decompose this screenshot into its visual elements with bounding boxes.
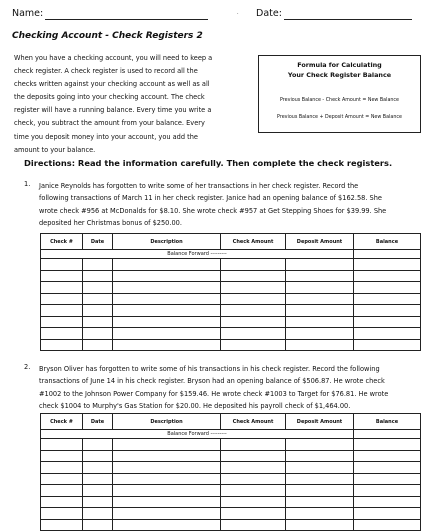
balance-forward-label: Balance Forward --------- (41, 430, 354, 439)
register-cell[interactable] (83, 305, 113, 317)
balance-forward-label: Balance Forward --------- (41, 250, 354, 259)
separator-dot: · (237, 11, 239, 17)
register-cell[interactable] (221, 259, 286, 271)
register-cell[interactable] (286, 270, 354, 282)
date-field[interactable] (284, 19, 412, 20)
register-cell[interactable] (113, 339, 221, 351)
register-cell[interactable] (286, 462, 354, 474)
balance-cell[interactable] (354, 250, 421, 259)
register-cell[interactable] (83, 259, 113, 271)
register-cell[interactable] (41, 462, 83, 474)
register-cell[interactable] (354, 496, 421, 508)
register-cell[interactable] (113, 485, 221, 497)
register-row (41, 439, 421, 451)
col-header-deposit-amount: Deposit Amount (286, 234, 354, 250)
register-row (41, 473, 421, 485)
register-row (41, 450, 421, 462)
register-cell[interactable] (354, 473, 421, 485)
register-cell[interactable] (113, 496, 221, 508)
register-cell[interactable] (41, 508, 83, 520)
register-cell[interactable] (354, 519, 421, 531)
register-row (41, 339, 421, 351)
date-label: Date: (256, 8, 282, 19)
register-cell[interactable] (354, 316, 421, 328)
register-cell[interactable] (354, 485, 421, 497)
intro-line: checks written against your checking account as well as all (14, 80, 210, 89)
register-cell[interactable] (83, 519, 113, 531)
register-cell[interactable] (83, 316, 113, 328)
register-row (41, 316, 421, 328)
col-header-check-amount: Check Amount (221, 414, 286, 430)
register-cell[interactable] (354, 293, 421, 305)
worksheet-title: Checking Account - Check Registers 2 (12, 31, 203, 41)
name-field[interactable] (45, 19, 208, 20)
register-cell[interactable] (221, 485, 286, 497)
register-cell[interactable] (286, 508, 354, 520)
register-cell[interactable] (221, 316, 286, 328)
register-cell[interactable] (41, 519, 83, 531)
col-header-balance: Balance (354, 414, 421, 430)
register-cell[interactable] (83, 282, 113, 294)
question-number: 2. (24, 363, 31, 371)
formula-deposit: Previous Balance + Deposit Amount = New Balance (277, 115, 402, 120)
register-cell[interactable] (354, 339, 421, 351)
register-cell[interactable] (221, 270, 286, 282)
register-cell[interactable] (41, 259, 83, 271)
register-cell[interactable] (113, 328, 221, 340)
register-row (41, 305, 421, 317)
register-cell[interactable] (41, 316, 83, 328)
register-cell[interactable] (113, 439, 221, 451)
register-cell[interactable] (221, 328, 286, 340)
register-cell[interactable] (113, 473, 221, 485)
register-row (41, 328, 421, 340)
register-cell[interactable] (83, 496, 113, 508)
register-cell[interactable] (83, 462, 113, 474)
register-row (41, 282, 421, 294)
register-cell[interactable] (113, 305, 221, 317)
register-cell[interactable] (41, 305, 83, 317)
register-cell[interactable] (41, 439, 83, 451)
register-cell[interactable] (354, 462, 421, 474)
question-text: Janice Reynolds has forgotten to write some of her transactions in her check register. Record the following transactions of March 11 in her check register. Janice had an opening balance of $162.58. She wrote check #956 at McDonalds for $8.10. She wrote check #957 at Get Stepping Shoes for $39.99. She deposited her Christmas bonus of $250.00. (39, 182, 387, 228)
register-cell[interactable] (286, 450, 354, 462)
register-cell[interactable] (41, 282, 83, 294)
intro-line: amount to your balance. (14, 145, 96, 154)
register-row (41, 462, 421, 474)
col-header-description: Description (113, 414, 221, 430)
register-cell[interactable] (286, 316, 354, 328)
register-row (41, 485, 421, 497)
balance-cell[interactable] (354, 430, 421, 439)
register-cell[interactable] (354, 328, 421, 340)
register-cell[interactable] (286, 305, 354, 317)
register-cell[interactable] (286, 485, 354, 497)
intro-line: check register. A check register is used to record all the (14, 67, 198, 76)
col-header-check-amount: Check Amount (221, 234, 286, 250)
register-cell[interactable] (221, 473, 286, 485)
register-cell[interactable] (221, 508, 286, 520)
directions: Directions: Read the information carefully. Then complete the check registers. (24, 158, 393, 168)
col-header-check-number: Check # (41, 414, 83, 430)
register-cell[interactable] (221, 339, 286, 351)
register-cell[interactable] (221, 462, 286, 474)
register-cell[interactable] (113, 316, 221, 328)
register-cell[interactable] (354, 450, 421, 462)
intro-paragraph (14, 52, 239, 157)
register-cell[interactable] (286, 293, 354, 305)
register-cell[interactable] (113, 282, 221, 294)
register-row (41, 519, 421, 531)
register-cell[interactable] (113, 270, 221, 282)
col-header-description: Description (113, 234, 221, 250)
register-row (41, 259, 421, 271)
formula-check: Previous Balance - Check Amount = New Balance (279, 98, 400, 103)
register-cell[interactable] (221, 305, 286, 317)
register-cell[interactable] (113, 450, 221, 462)
register-cell[interactable] (286, 259, 354, 271)
register-cell[interactable] (286, 439, 354, 451)
register-cell[interactable] (286, 473, 354, 485)
register-cell[interactable] (83, 339, 113, 351)
register-cell[interactable] (41, 450, 83, 462)
check-register-1 (40, 233, 421, 351)
register-row (41, 270, 421, 282)
register-cell[interactable] (221, 439, 286, 451)
register-cell[interactable] (41, 328, 83, 340)
register-cell[interactable] (354, 282, 421, 294)
register-cell[interactable] (221, 450, 286, 462)
register-cell[interactable] (41, 473, 83, 485)
register-cell[interactable] (286, 282, 354, 294)
register-row (41, 496, 421, 508)
check-register-2 (40, 413, 421, 531)
col-header-date: Date (83, 234, 113, 250)
register-cell[interactable] (221, 293, 286, 305)
register-cell[interactable] (83, 328, 113, 340)
register-cell[interactable] (41, 496, 83, 508)
register-cell[interactable] (41, 339, 83, 351)
register-cell[interactable] (286, 496, 354, 508)
register-cell[interactable] (113, 259, 221, 271)
register-cell[interactable] (113, 508, 221, 520)
register-cell[interactable] (83, 270, 113, 282)
col-header-date: Date (83, 414, 113, 430)
register-cell[interactable] (286, 328, 354, 340)
register-cell[interactable] (221, 282, 286, 294)
register-cell[interactable] (354, 305, 421, 317)
question-text: Bryson Oliver has forgotten to write some of his transactions in his check register. Record the following transactions of June 14 in his check register. Bryson had an opening balance of $506.87. He wrote check #1002 to the Johnson Power Company for $159.46. He wrote check #1003 to Target for $76.81. He wrote check $1004 to Murphy's Gas Station for $20.00. He deposited his payroll check of $1,464.00. (39, 365, 389, 411)
register-cell[interactable] (41, 270, 83, 282)
intro-line: register will have a running balance. Every time you write a (14, 106, 212, 115)
question-number: 1. (24, 180, 31, 188)
register-cell[interactable] (113, 293, 221, 305)
col-header-deposit-amount: Deposit Amount (286, 414, 354, 430)
register-cell[interactable] (354, 270, 421, 282)
name-label: Name: (12, 8, 44, 19)
col-header-balance: Balance (354, 234, 421, 250)
register-cell[interactable] (286, 339, 354, 351)
formula-box (258, 55, 421, 133)
formula-box-title: Formula for Calculating Your Check Register Balance (287, 61, 392, 79)
register-row (41, 293, 421, 305)
register-cell[interactable] (83, 293, 113, 305)
register-cell[interactable] (113, 462, 221, 474)
intro-line: When you have a checking account, you will need to keep a (14, 54, 213, 62)
register-cell[interactable] (221, 496, 286, 508)
register-cell[interactable] (113, 519, 221, 531)
intro-line: check, you subtract the amount from your balance. Every (14, 119, 205, 128)
register-cell[interactable] (286, 519, 354, 531)
register-cell[interactable] (83, 450, 113, 462)
register-cell[interactable] (354, 508, 421, 520)
register-cell[interactable] (83, 485, 113, 497)
register-cell[interactable] (41, 485, 83, 497)
col-header-check-number: Check # (41, 234, 83, 250)
register-cell[interactable] (83, 508, 113, 520)
register-cell[interactable] (354, 439, 421, 451)
register-cell[interactable] (83, 473, 113, 485)
register-row (41, 508, 421, 520)
register-cell[interactable] (354, 259, 421, 271)
intro-line: time you deposit money into your account, you add the (14, 132, 198, 141)
register-cell[interactable] (83, 439, 113, 451)
register-cell[interactable] (41, 293, 83, 305)
register-cell[interactable] (221, 519, 286, 531)
intro-line: the deposits going into your checking account. The check (14, 93, 205, 102)
